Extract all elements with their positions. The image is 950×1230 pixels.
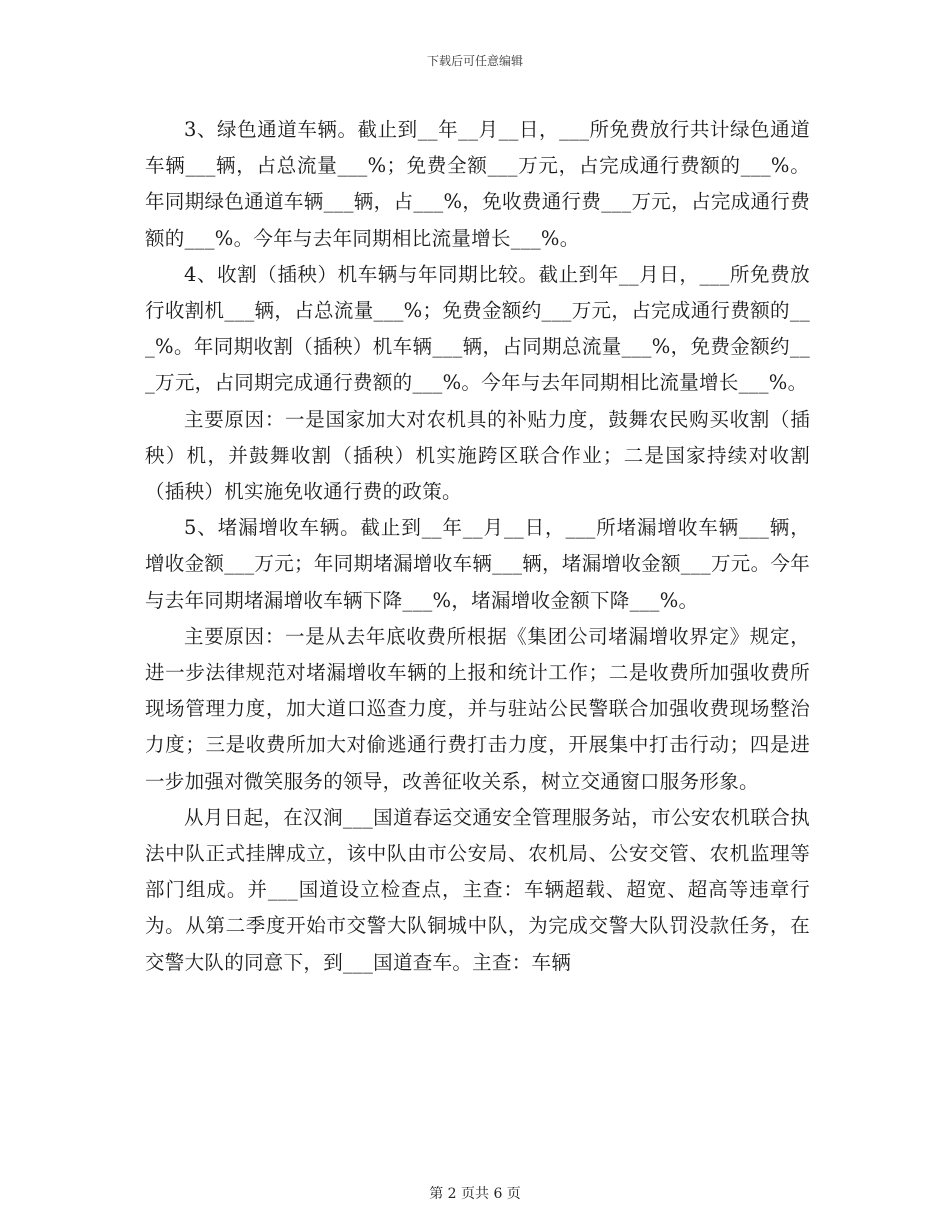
paragraph-leak-plugging-reasons: 主要原因：一是从去年底收费所根据《集团公司堵漏增收界定》规定，进一步法律规范对堵漏增收车辆的上报和统计工作；二是收费所加强收费所现场管理力度，加大道口巡查力度，并与驻站公民警联合加强收费现场整治力度；三是收费所加大对偷逃通行费打击力度，开展集中打击行动；四是进一步加强对微笑服务的领导，改善征收关系，树立交通窗口服务形象。: [145, 624, 810, 793]
paragraph-green-channel: 3、绿色通道车辆。截止到__年__月__日，___所免费放行共计绿色通道车辆___辆，占总流量___%；免费全额___万元，占完成通行费额的___%。年同期绿色通道车辆___辆，占___%，免收费通行费___万元，占完成通行费额的___%。今年与去年同期相比流量增长___%。: [145, 118, 810, 250]
paragraph-leak-plugging: 5、堵漏增收车辆。截止到__年__月__日，___所堵漏增收车辆___辆，增收金额___万元；年同期堵漏增收车辆___辆，堵漏增收金额___万元。今年与去年同期堵漏增收车辆下降___%，堵漏增收金额下降___%。: [145, 516, 810, 612]
page-header: 下载后可任意编辑: [426, 54, 523, 68]
paragraph-joint-enforcement: 从月日起，在汉涧___国道春运交通安全管理服务站，市公安农机联合执法中队正式挂牌成立，该中队由市公安局、农机局、公安交管、农机监理等部门组成。并___国道设立检查点，主查：车辆超载、超宽、超高等违章行为。从第二季度开始市交警大队铜城中队，为完成交警大队罚没款任务，在交警大队的同意下，到___国道查车。主查：车辆: [145, 805, 810, 974]
page-footer: 第 2 页共 6 页: [429, 1186, 521, 1202]
paragraph-harvester-reasons: 主要原因：一是国家加大对农机具的补贴力度，鼓舞农民购买收割（插秧）机，并鼓舞收割（插秧）机实施跨区联合作业；二是国家持续对收割（插秧）机实施免收通行费的政策。: [145, 407, 810, 504]
paragraph-harvester-vehicles: 4、收割（插秧）机车辆与年同期比较。截止到年__月日，___所免费放行收割机___辆，占总流量___%；免费金额约___万元，占完成通行费额的___%。年同期收割（插秧）机车辆___辆，占同期总流量___%，免费金额约___万元，占同期完成通行费额的___%。今年与去年同期相比流量增长___%。: [145, 262, 810, 395]
document-body: [145, 112, 810, 981]
